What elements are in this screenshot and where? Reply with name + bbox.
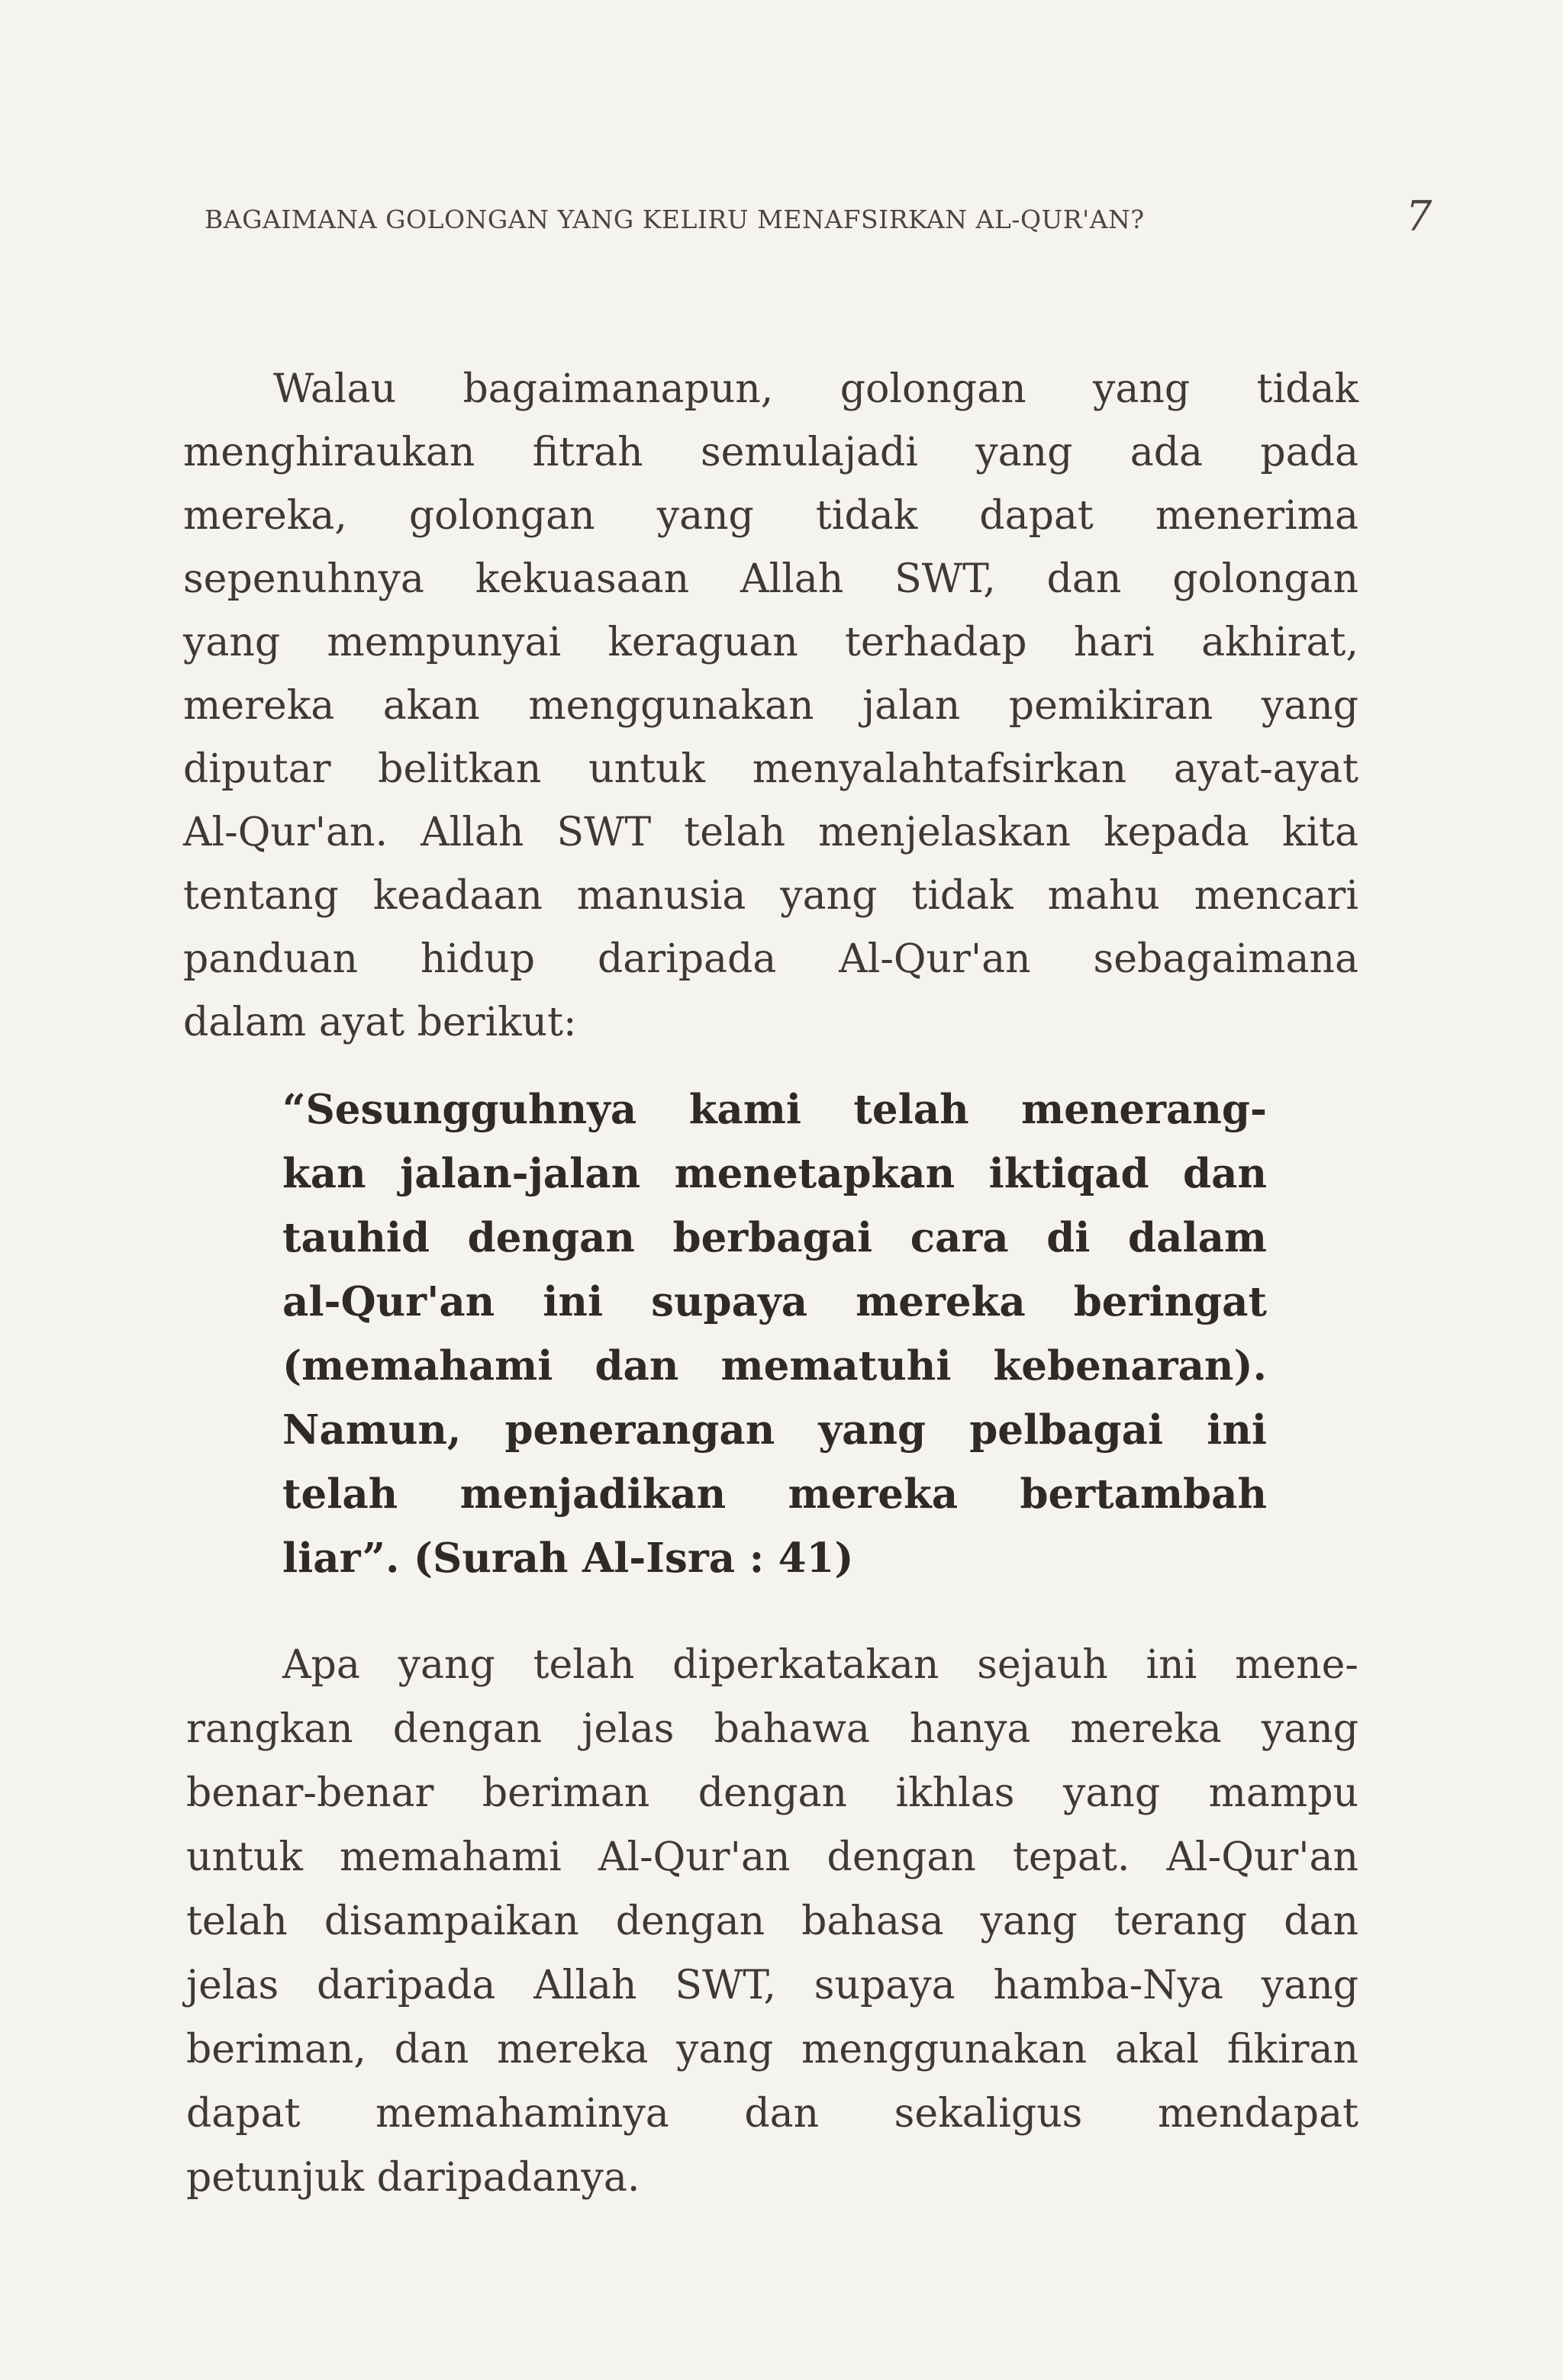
paragraph1-line: tentang keadaan manusia yang tidak mahu mencari: [183, 873, 1358, 919]
quote-line: al-Qur'an ini supaya mereka beringat: [282, 1278, 1267, 1325]
paragraph2-line: benar-benar beriman dengan ikhlas yang mampu: [186, 1770, 1358, 1816]
quote-line: Namun, penerangan yang pelbagai ini: [282, 1406, 1267, 1454]
paragraph2-line: rangkan dengan jelas bahawa hanya mereka yang: [186, 1706, 1358, 1752]
paragraph1-line: sepenuhnya kekuasaan Allah SWT, dan golongan: [183, 556, 1358, 602]
paragraph2-line: jelas daripada Allah SWT, supaya hamba-Nya yang: [186, 1963, 1358, 2008]
paragraph2-line: petunjuk daripadanya.: [186, 2155, 640, 2201]
quote-line: tauhid dengan berbagai cara di dalam: [282, 1214, 1267, 1261]
running-header: BAGAIMANA GOLONGAN YANG KELIRU MENAFSIRKAN AL-QUR'AN?: [205, 205, 1145, 234]
quote-line: (memahami dan mematuhi kebenaran).: [282, 1342, 1267, 1390]
paragraph2-line: beriman, dan mereka yang menggunakan akal fikiran: [186, 2027, 1358, 2072]
page-number: 7: [1406, 192, 1432, 240]
paragraph2-line: untuk memahami Al-Qur'an dengan tepat. Al-Qur'an: [186, 1834, 1358, 1880]
paragraph1-line: mereka akan menggunakan jalan pemikiran yang: [183, 683, 1358, 729]
paragraph1-line: panduan hidup daripada Al-Qur'an sebagaimana: [183, 936, 1358, 982]
paragraph2-line: dapat memahaminya dan sekaligus mendapat: [186, 2091, 1358, 2137]
paragraph1-line: menghiraukan fitrah semulajadi yang ada pada: [183, 430, 1358, 475]
quote-line: kan jalan-jalan menetapkan iktiqad dan: [282, 1150, 1267, 1197]
paragraph2-line: telah disampaikan dengan bahasa yang terang dan: [186, 1899, 1358, 1944]
quote-line: “Sesungguhnya kami telah menerang-: [282, 1086, 1267, 1133]
paragraph1-line: Walau bagaimanapun, golongan yang tidak: [273, 366, 1358, 412]
paragraph1-line: diputar belitkan untuk menyalahtafsirkan ayat-ayat: [183, 746, 1358, 792]
paragraph2-line: Apa yang telah diperkatakan sejauh ini mene-: [282, 1642, 1358, 1688]
paragraph1-line: mereka, golongan yang tidak dapat menerima: [183, 493, 1358, 539]
paragraph1-line: yang mempunyai keraguan terhadap hari akhirat,: [183, 620, 1358, 665]
quote-line: telah menjadikan mereka bertambah: [282, 1470, 1267, 1518]
paragraph1-line: Al-Qur'an. Allah SWT telah menjelaskan kepada kita: [183, 810, 1358, 855]
quote-citation-line: liar”. (Surah Al-Isra : 41): [282, 1535, 854, 1582]
paragraph1-line: dalam ayat berikut:: [183, 1000, 577, 1045]
